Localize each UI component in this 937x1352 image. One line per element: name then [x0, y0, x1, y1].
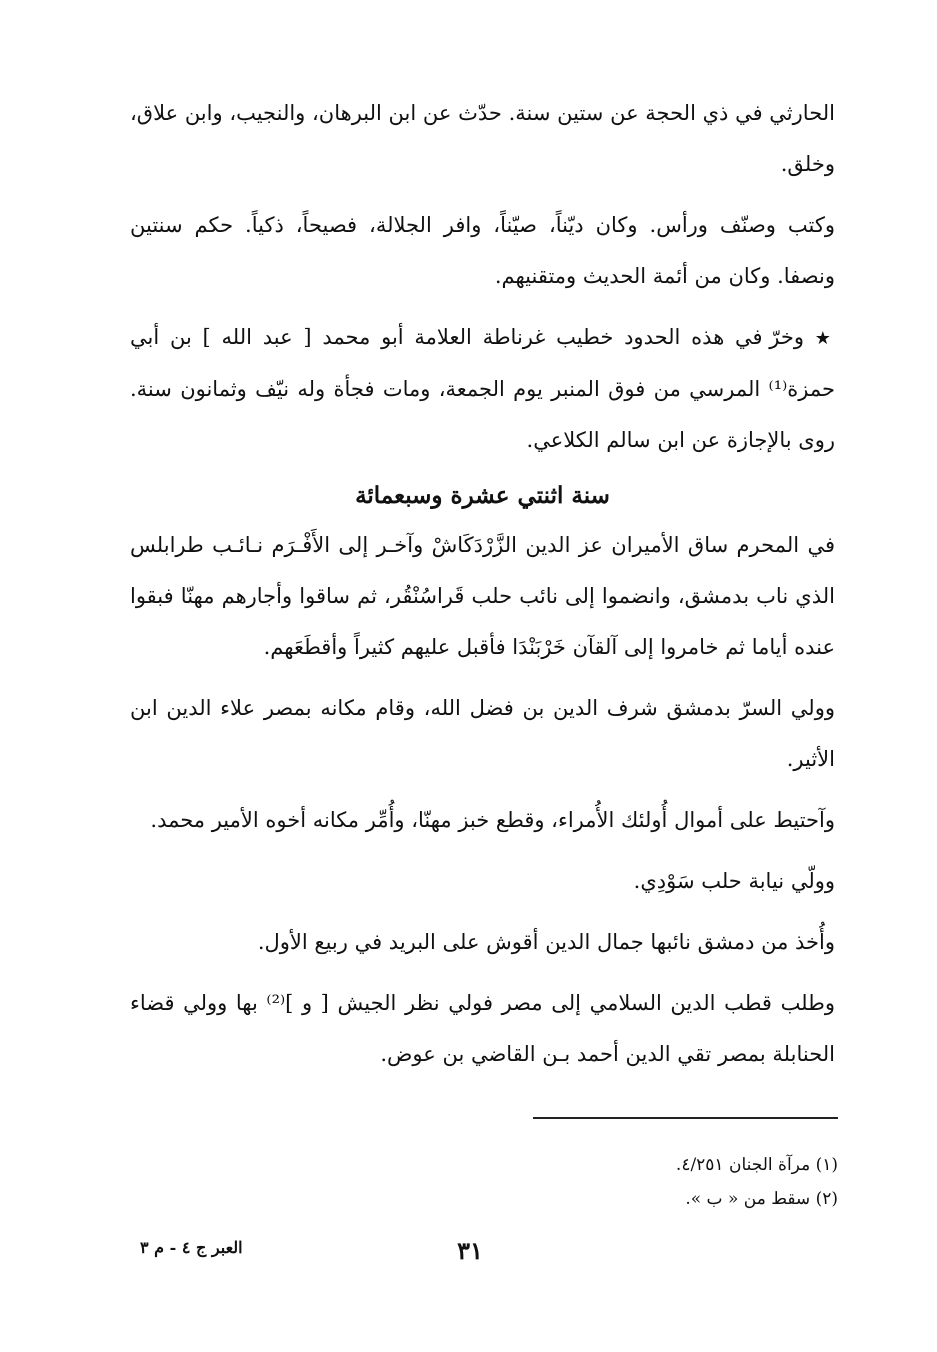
page-body	[130, 88, 835, 1090]
section-heading: سنة اثنتي عشرة وسبعمائة	[355, 482, 610, 509]
paragraph-2: وكتب وصنّف ورأس. وكان ديّناً، صيّناً، وافر الجلالة، فصيحاً، ذكياً. حكم سنتين ونصفا. وكان من أئمة الحديث ومتقنيهم.	[130, 213, 835, 288]
printer-signature: العبر ج ٤ - م ٣	[140, 1238, 243, 1257]
paragraph-6: وآحتيط على أموال أُولئك الأُمراء، وقطع خبز مهنّا، وأُمِّر مكانه أخوه الأمير محمد.	[150, 808, 835, 832]
paragraph-4: في المحرم ساق الأميران عز الدين الزَّرْدَكَاشْ وآخـر إلى الأَفْـرَم نـائـب طرابلس الذي ناب بدمشق، وانضموا إلى نائب حلب قَراسُنْقُر، ثم ساقوا وأجارهم مهنّا فبقوا عنده أياما ثم خامروا إلى آلقآن خَرْبَنْدَا فأقبل عليهم كثيراً وأقطَعَهم.	[130, 533, 835, 659]
paragraph-8: وأُخذ من دمشق نائبها جمال الدين أقوش على البريد في ربيع الأول.	[257, 930, 835, 954]
footnote-2: (٢) سقط من « ب ».	[685, 1189, 838, 1209]
footnotes	[520, 1148, 838, 1216]
paragraph-7: وولّي نيابة حلب سَوْدِي.	[633, 869, 835, 893]
paragraph-3-text: وخرّ في هذه الحدود خطيب غرناطة العلامة أبو محمد [ عبد الله ] بن أبي حمزة⁽¹⁾ المرسي من فوق المنبر يوم الجمعة، ومات فجأة وله نيّف وثمانون سنة. روى بالإجازة عن ابن سالم الكلاعي.	[130, 325, 835, 452]
paragraph-3	[130, 312, 835, 466]
paragraph-1: الحارثي في ذي الحجة عن ستين سنة. حدّث عن ابن البرهان، والنجيب، وابن علاق، وخلق.	[130, 101, 835, 176]
paragraph-5: وولي السرّ بدمشق شرف الدين بن فضل الله، وقام مكانه بمصر علاء الدين ابن الأثير.	[130, 696, 835, 771]
footnote-1: (١) مرآة الجنان ٤/٢٥١.	[675, 1155, 838, 1175]
page-number: ٣١	[457, 1236, 483, 1265]
footnote-divider	[533, 1117, 838, 1119]
paragraph-9: وطلب قطب الدين السلامي إلى مصر فولي نظر الجيش [ و ]⁽²⁾ بها وولي قضاء الحنابلة بمصر تقي الدين أحمد بـن القاضي بن عوض.	[130, 991, 835, 1066]
star-icon: ★	[814, 328, 835, 349]
